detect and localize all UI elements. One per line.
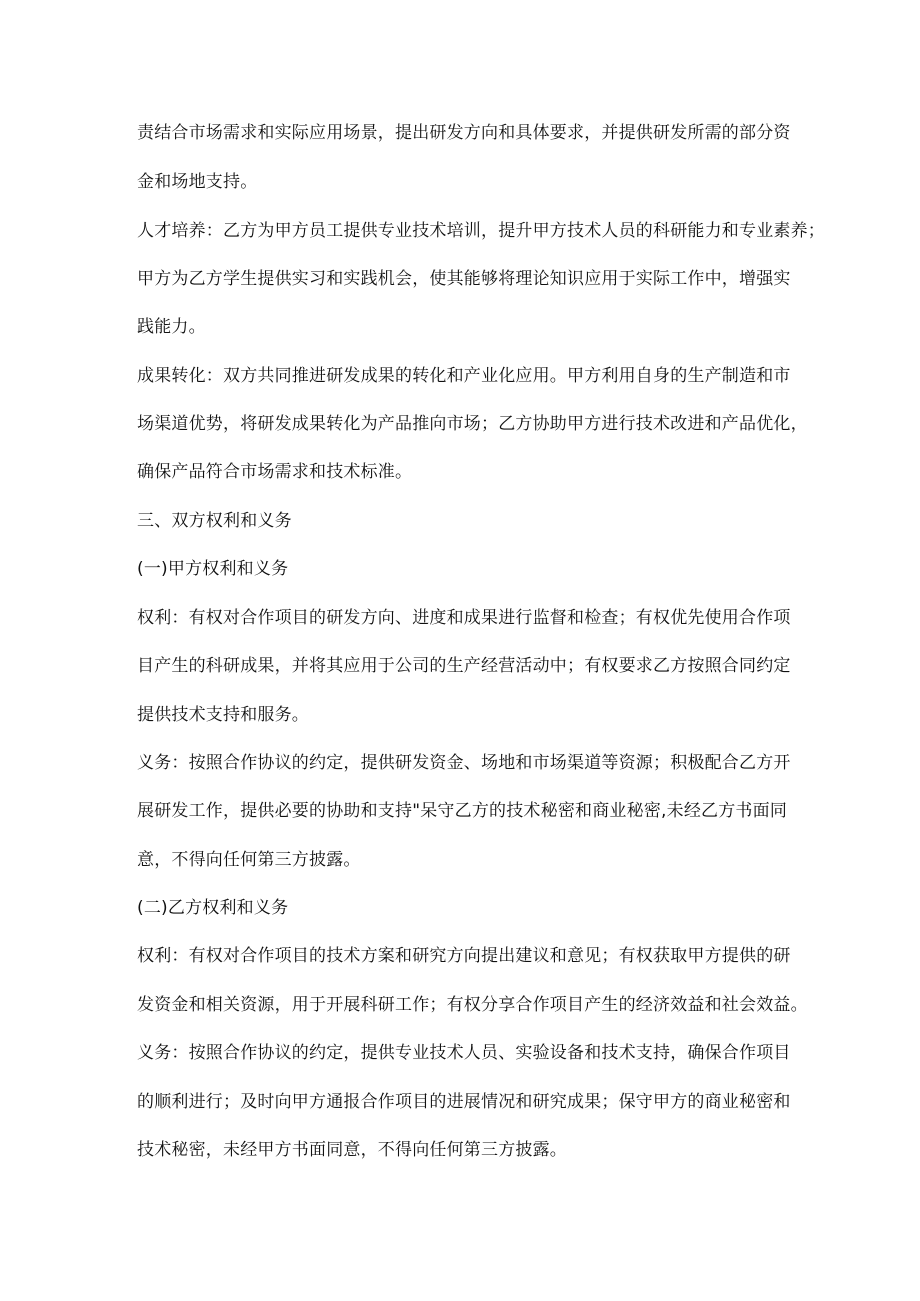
text-line: 成果转化：双方共同推进研发成果的转化和产业化应用。甲方利用自身的生产制造和市 <box>137 366 791 386</box>
subsection-heading: (一)甲方权利和义务 <box>137 559 289 579</box>
text-line: 金和场地支持。 <box>137 172 258 192</box>
text-line: 技术秘密，未经甲方书面同意，不得向任何第三方披露。 <box>137 1140 567 1160</box>
text-line: 责结合市场需求和实际应用场景，提出研发方向和具体要求，并提供研发所需的部分资 <box>137 123 791 143</box>
text-line: 发资金和相关资源，用于开展科研工作；有权分享合作项目产生的经济效益和社会效益。 <box>137 995 808 1015</box>
text-line: 提供技术支持和服务。 <box>137 705 309 725</box>
text-line: 甲方为乙方学生提供实习和实践机会，使其能够将理论知识应用于实际工作中，增强实 <box>137 269 791 289</box>
text-line: 场渠道优势，将研发成果转化为产品推向市场；乙方协助甲方进行技术改进和产品优化， <box>137 414 808 434</box>
text-line: 权利：有权对合作项目的研发方向、进度和成果进行监督和检查；有权优先使用合作项 <box>137 608 791 628</box>
text-line: 义务：按照合作协议的约定，提供研发资金、场地和市场渠道等资源；积极配合乙方开 <box>137 753 791 773</box>
section-heading: 三、双方权利和义务 <box>137 511 292 531</box>
text-line: 权利：有权对合作项目的技术方案和研究方向提出建议和意见；有权获取甲方提供的研 <box>137 946 791 966</box>
text-line: 展研发工作，提供必要的协助和支持"呆守乙方的技术秘密和商业秘密,未经乙方书面同 <box>137 801 788 821</box>
text-line: 义务：按照合作协议的约定，提供专业技术人员、实验设备和技术支持，确保合作项目 <box>137 1043 791 1063</box>
text-line: 意，不得向任何第三方披露。 <box>137 850 361 870</box>
text-line: 人才培养：乙方为甲方员工提供专业技术培训，提升甲方技术人员的科研能力和专业素养； <box>137 221 825 241</box>
subsection-heading: (二)乙方权利和义务 <box>137 898 289 918</box>
text-line: 的顺利进行；及时向甲方通报合作项目的进展情况和研究成果；保守甲方的商业秘密和 <box>137 1092 791 1112</box>
text-line: 目产生的科研成果，并将其应用于公司的生产经营活动中；有权要求乙方按照合同约定 <box>137 656 791 676</box>
text-line: 确保产品符合市场需求和技术标准。 <box>137 462 413 482</box>
text-line: 践能力。 <box>137 317 206 337</box>
